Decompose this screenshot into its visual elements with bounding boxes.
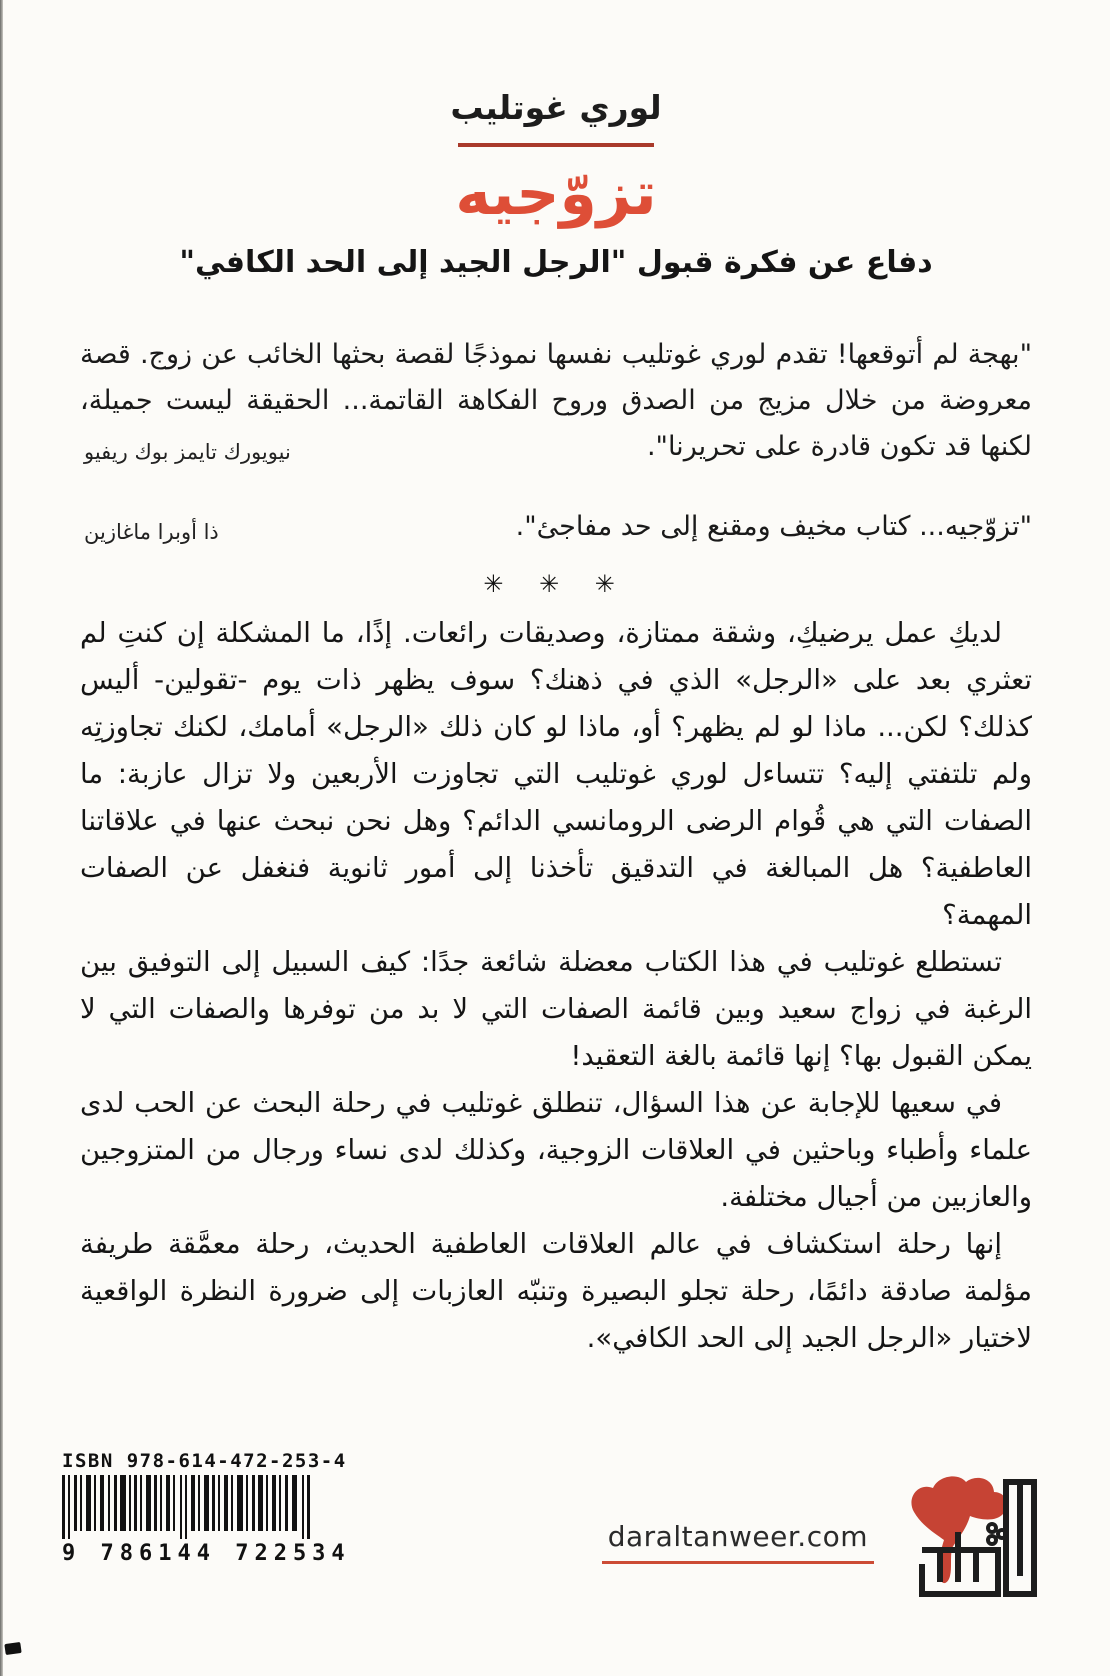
footer (62, 1450, 1040, 1598)
section-divider: ✳ ✳ ✳ (483, 570, 629, 598)
dar-al-tanweer-logo (900, 1472, 1040, 1598)
isbn-digits: 9 786144 722534 (62, 1541, 351, 1566)
synopsis-paragraph: لديكِ عمل يرضيكِ، وشقة ممتازة، وصديقات رائعات. إذًا، ما المشكلة إن كنتِ لم تعثري بعد على «الرجل» الذي في ذهنك؟ سوف يظهر ذات يوم -تقولين- أليس كذلك؟ لكن... ماذا لو لم يظهر؟ أو، ماذا لو كان ذلك «الرجل» أمامك، لكنك تجاوزتِه ولم تلتفتي إليه؟ تتساءل لوري غوتليب التي تجاوزت الأربعين ولا تزال عازبة: ما الصفات التي هي قُوام الرضى الرومانسي الدائم؟ وهل نحن نبحث عنها في علاقاتنا العاطفية؟ هل المبالغة في التدقيق تأخذنا إلى أمور ثانوية فنغفل عن الصفات المهمة؟ (80, 617, 1032, 931)
publisher-website: daraltanweer.com (602, 1520, 874, 1564)
isbn-barcode-block (62, 1450, 351, 1566)
review-source: ذا أوبرا ماغازين (84, 520, 219, 544)
review-quote-oprah (80, 504, 1032, 550)
review-quote-nyt (80, 332, 1032, 470)
publisher-brand (602, 1472, 1040, 1598)
review-source: نيويورك تايمز بوك ريفيو (84, 440, 291, 464)
title-rule (458, 143, 654, 147)
review-text: "تزوّجيه... كتاب مخيف ومقنع إلى حد مفاجئ". (515, 511, 1032, 542)
scan-edge-artifact (0, 0, 3, 1676)
review-text: "بهجة لم أتوقعها! تقدم لوري غوتليب نفسها نموذجًا لقصة بحثها الخائب عن زوج. قصة معروضة من خلال مزيج من الصدق وروح الفكاهة القاتمة... الحقيقة ليست جميلة، لكنها قد تكون قادرة على تحريرنا". (80, 339, 1032, 462)
synopsis-paragraph: إنها رحلة استكشاف في عالم العلاقات العاطفية الحديث، رحلة معمَّقة طريفة مؤلمة صادقة دائمًا، رحلة تجلو البصيرة وتنبّه العازبات إلى ضرورة النظرة الواقعية لاختيار «الرجل الجيد إلى الحد الكافي». (80, 1228, 1032, 1354)
isbn-label: ISBN 978-614-472-253-4 (62, 1450, 347, 1472)
synopsis-paragraph: تستطلع غوتليب في هذا الكتاب معضلة شائعة جدًا: كيف السبيل إلى التوفيق بين الرغبة في زواج سعيد وبين قائمة الصفات التي لا بد من توفرها والصفات التي لا يمكن القبول بها؟ إنها قائمة بالغة التعقيد! (80, 946, 1032, 1072)
barcode (62, 1475, 324, 1539)
author-name: لوري غوتليب (450, 88, 662, 127)
synopsis-paragraph: في سعيها للإجابة عن هذا السؤال، تنطلق غوتليب في رحلة البحث عن الحب لدى علماء وأطباء وباحثين في العلاقات الزوجية، وكذلك لدى نساء ورجال من المتزوجين والعازبين من أجيال مختلفة. (80, 1087, 1032, 1213)
book-title: تزوّجيه (455, 159, 657, 229)
scan-speck-artifact (4, 1642, 21, 1655)
book-subtitle: دفاع عن فكرة قبول "الرجل الجيد إلى الحد الكافي" (179, 245, 933, 280)
synopsis (80, 610, 1032, 1362)
